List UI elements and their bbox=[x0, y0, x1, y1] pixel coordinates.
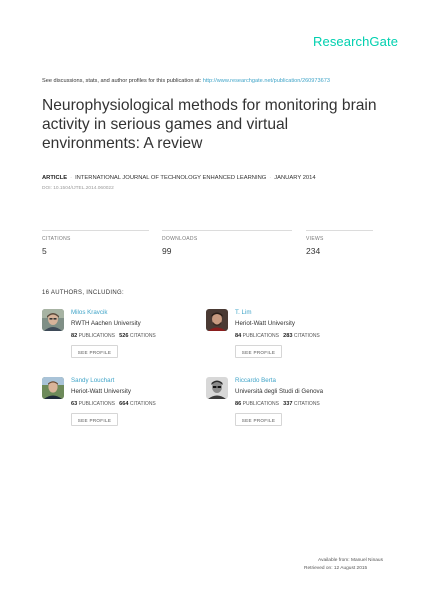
citation-count: 664 bbox=[119, 401, 129, 407]
citation-count: 337 bbox=[283, 401, 293, 407]
publications-label: PUBLICATIONS bbox=[78, 333, 115, 339]
avatar[interactable] bbox=[206, 377, 228, 399]
article-title: Neurophysiological methods for monitoring brain activity in serious games and virtual environments: A review bbox=[42, 97, 377, 152]
article-doi: DOI: 10.1504/IJTEL.2014.060022 bbox=[42, 186, 114, 191]
disclaimer bbox=[42, 78, 330, 84]
author-stats bbox=[71, 401, 156, 407]
author-institution: RWTH Aachen University bbox=[71, 320, 141, 327]
stat-value-citations: 5 bbox=[42, 246, 47, 256]
see-profile-button[interactable]: SEE PROFILE bbox=[71, 345, 118, 358]
disclaimer-text: See discussions, stats, and author profiles for this publication at: bbox=[42, 78, 202, 84]
author-name[interactable]: Milos Kravcik bbox=[71, 309, 108, 316]
see-profile-button[interactable]: SEE PROFILE bbox=[71, 413, 118, 426]
avatar[interactable] bbox=[42, 377, 64, 399]
stat-value-downloads: 99 bbox=[162, 246, 172, 256]
authors-heading: 16 AUTHORS, INCLUDING: bbox=[42, 290, 124, 296]
publication-count: 84 bbox=[235, 333, 242, 339]
publications-label: PUBLICATIONS bbox=[78, 401, 115, 407]
stat-divider bbox=[42, 230, 149, 231]
citations-label: CITATIONS bbox=[129, 401, 156, 407]
author-institution: Heriot-Watt University bbox=[235, 320, 295, 327]
publication-count: 63 bbox=[71, 401, 78, 407]
article-type: ARTICLE bbox=[42, 175, 68, 181]
stat-label-citations: CITATIONS bbox=[42, 236, 71, 242]
author-institution: Università degli Studi di Genova bbox=[235, 388, 324, 395]
journal-name[interactable]: INTERNATIONAL JOURNAL OF TECHNOLOGY ENHANCED LEARNING bbox=[75, 175, 267, 181]
author-card bbox=[42, 309, 212, 379]
author-stats bbox=[235, 333, 320, 339]
available-from: Available from: Manuel Ninaus bbox=[318, 558, 383, 563]
author-card bbox=[42, 377, 212, 447]
see-profile-button[interactable]: SEE PROFILE bbox=[235, 413, 282, 426]
citation-count: 283 bbox=[283, 333, 293, 339]
publications-label: PUBLICATIONS bbox=[242, 401, 279, 407]
stat-divider bbox=[306, 230, 373, 231]
publication-date: JANUARY 2014 bbox=[274, 175, 316, 181]
author-name[interactable]: Riccardo Berta bbox=[235, 377, 276, 384]
author-institution: Heriot-Watt University bbox=[71, 388, 131, 395]
see-profile-button[interactable]: SEE PROFILE bbox=[235, 345, 282, 358]
article-meta bbox=[42, 175, 316, 181]
avatar[interactable] bbox=[206, 309, 228, 331]
citations-label: CITATIONS bbox=[293, 333, 320, 339]
author-card bbox=[206, 377, 376, 447]
separator: · bbox=[70, 175, 73, 181]
stat-value-views: 234 bbox=[306, 246, 321, 256]
author-stats bbox=[235, 401, 320, 407]
publication-count: 82 bbox=[71, 333, 78, 339]
stat-label-downloads: DOWNLOADS bbox=[162, 236, 198, 242]
publication-link[interactable]: http://www.researchgate.net/publication/260973673 bbox=[202, 78, 330, 84]
citations-label: CITATIONS bbox=[293, 401, 320, 407]
publication-count: 86 bbox=[235, 401, 242, 407]
citations-label: CITATIONS bbox=[129, 333, 156, 339]
stat-divider bbox=[162, 230, 292, 231]
author-name[interactable]: T. Lim bbox=[235, 309, 252, 316]
researchgate-logo[interactable]: ResearchGate bbox=[313, 34, 399, 49]
author-card bbox=[206, 309, 376, 379]
retrieved-on: Retrieved on: 12 August 2015 bbox=[304, 566, 368, 571]
author-stats bbox=[71, 333, 156, 339]
separator: · bbox=[269, 175, 272, 181]
author-name[interactable]: Sandy Louchart bbox=[71, 377, 115, 384]
stat-label-views: VIEWS bbox=[306, 236, 324, 242]
publications-label: PUBLICATIONS bbox=[242, 333, 279, 339]
citation-count: 526 bbox=[119, 333, 129, 339]
avatar[interactable] bbox=[42, 309, 64, 331]
